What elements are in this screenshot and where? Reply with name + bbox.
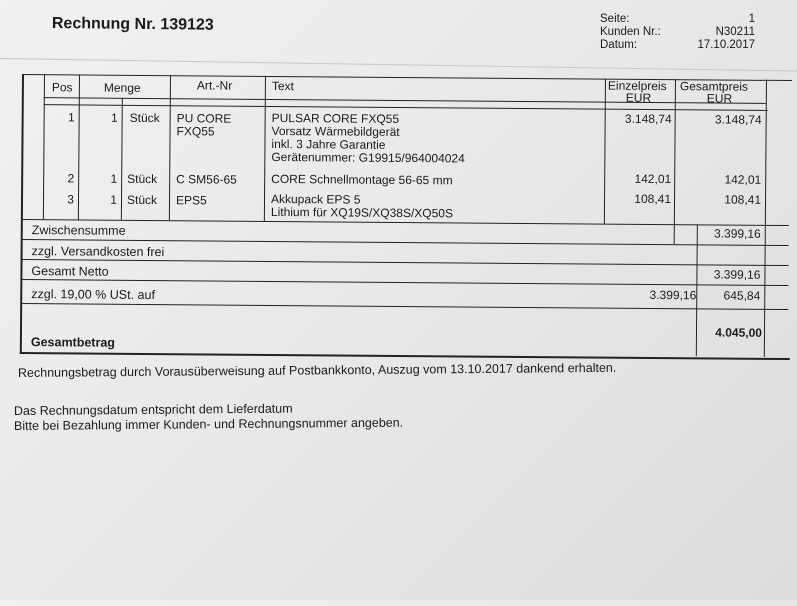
row2-qty: 1 xyxy=(110,171,118,186)
row3-pos: 3 xyxy=(67,192,75,207)
header-gesamtpreis: Gesamtpreis xyxy=(679,79,749,94)
row3-einzelpreis: 108,41 xyxy=(634,191,672,207)
row1-artnr-1: PU CORE xyxy=(176,111,232,126)
row2-unit: Stück xyxy=(127,171,158,187)
date-value: 17.10.2017 xyxy=(697,39,755,51)
row1-text-3: inkl. 3 Jahre Garantie xyxy=(271,136,386,152)
header-pos: Pos xyxy=(51,80,73,95)
header-gesamtpreis-unit: EUR xyxy=(706,91,733,106)
customer-number-value: N30211 xyxy=(715,26,755,38)
total-label: Gesamtbetrag xyxy=(30,335,116,350)
row1-qty: 1 xyxy=(110,110,118,125)
row1-gesamtpreis: 3.148,74 xyxy=(714,112,762,127)
page-value: 1 xyxy=(748,13,755,25)
header-einzelpreis-unit: EUR xyxy=(625,90,652,105)
customer-number-label: Kunden Nr.: xyxy=(600,26,661,38)
total-value: 4.045,00 xyxy=(715,325,763,340)
invoice-title: Rechnung Nr. 139123 xyxy=(51,15,214,34)
page-label: Seite: xyxy=(600,13,630,25)
subtotal-value: 3.399,16 xyxy=(713,226,761,241)
row3-text-2: Lithium für XQ19S/XQ38S/XQ50S xyxy=(270,204,454,221)
row2-pos: 2 xyxy=(67,171,75,186)
vat-value: 645,84 xyxy=(723,288,761,303)
delivery-date-note: Das Rechnungsdatum entspricht dem Lieferdatum xyxy=(13,401,293,418)
shipping-label: zzgl. Versandkosten frei xyxy=(31,244,165,260)
row3-text-1: Akkupack EPS 5 xyxy=(270,191,361,207)
date-label: Datum: xyxy=(600,39,638,51)
header-einzelpreis: Einzelpreis xyxy=(607,78,667,94)
row2-artnr: C SM56-65 xyxy=(176,172,237,187)
netto-value: 3.399,16 xyxy=(713,267,761,282)
header-text: Text xyxy=(271,78,294,94)
row1-text-4: Gerätenummer: G19915/964004024 xyxy=(271,149,465,166)
header-menge: Menge xyxy=(103,80,141,95)
payment-reference-note: Bitte bei Bezahlung immer Kunden- und Rechnungsnummer angeben. xyxy=(13,415,404,433)
payment-note: Rechnungsbetrag durch Vorausüberweisung auf Postbankkonto, Auszug vom 13.10.2017 dankend erhalten. xyxy=(17,360,617,380)
row1-unit: Stück xyxy=(129,110,160,126)
row1-text-2: Vorsatz Wärmebildgerät xyxy=(271,123,400,139)
row1-einzelpreis: 3.148,74 xyxy=(624,111,672,127)
row1-text-1: PULSAR CORE FXQ55 xyxy=(271,110,400,126)
row1-artnr-2: FXQ55 xyxy=(176,124,215,139)
row3-artnr: EPS5 xyxy=(175,193,207,208)
row2-einzelpreis: 142,01 xyxy=(634,171,672,187)
row2-text-1: CORE Schnellmontage 56-65 mm xyxy=(271,171,453,188)
row3-gesamtpreis: 108,41 xyxy=(724,192,762,207)
header-artnr: Art.-Nr xyxy=(196,78,233,93)
vat-base: 3.399,16 xyxy=(649,287,697,303)
netto-label: Gesamt Netto xyxy=(31,264,109,279)
vat-label: zzgl. 19,00 % USt. auf xyxy=(31,287,156,303)
subtotal-label: Zwischensumme xyxy=(31,223,126,238)
row2-gesamtpreis: 142,01 xyxy=(724,172,762,187)
row1-pos: 1 xyxy=(67,110,75,125)
row3-unit: Stück xyxy=(126,192,158,208)
row3-qty: 1 xyxy=(110,192,118,207)
